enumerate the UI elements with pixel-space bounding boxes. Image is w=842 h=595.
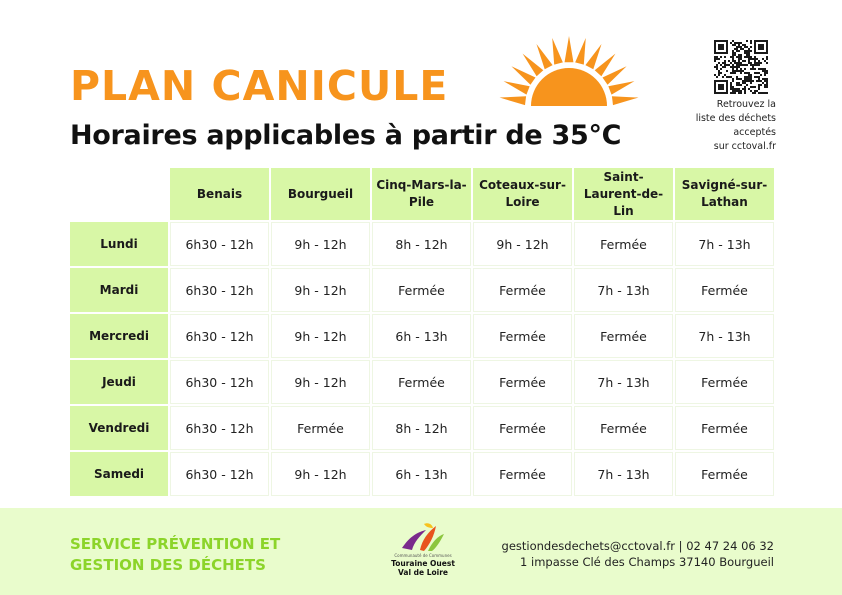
column-header: Cinq-Mars-la-Pile xyxy=(372,168,471,220)
column-header: Benais xyxy=(170,168,269,220)
column-header: Coteaux-sur-Loire xyxy=(473,168,572,220)
table-cell: Fermée xyxy=(271,406,370,450)
contact-info xyxy=(502,538,774,570)
table-cell: Fermée xyxy=(473,406,572,450)
table-cell: Fermée xyxy=(473,452,572,496)
sun-ray xyxy=(608,81,634,94)
table-cell: 7h - 13h xyxy=(574,268,673,312)
cctoval-logo xyxy=(390,522,456,582)
sun-ray xyxy=(500,96,527,105)
contact-address: 1 impasse Clé des Champs 37140 Bourgueil xyxy=(520,555,774,569)
table-cell: 6h30 - 12h xyxy=(170,314,269,358)
column-header: Bourgueil xyxy=(271,168,370,220)
logo-name xyxy=(390,559,456,577)
row-header-day: Vendredi xyxy=(70,406,168,450)
logo-small-text: Communauté de Communes xyxy=(394,553,452,558)
sun-ray xyxy=(602,66,626,85)
sun-ray xyxy=(595,54,616,77)
page-title: PLAN CANICULE xyxy=(70,62,449,110)
qr-caption-line: acceptés xyxy=(733,127,776,138)
logo-name-line: Val de Loire xyxy=(398,568,448,577)
qr-caption-line: sur cctoval.fr xyxy=(713,141,776,152)
sun-ray xyxy=(612,96,639,105)
table-cell: 9h - 12h xyxy=(271,268,370,312)
table-cell: 6h30 - 12h xyxy=(170,452,269,496)
table-cell: Fermée xyxy=(675,268,774,312)
table-cell: 6h30 - 12h xyxy=(170,268,269,312)
table-cell: Fermée xyxy=(473,360,572,404)
logo-mark-icon xyxy=(400,522,446,552)
service-name xyxy=(70,534,280,576)
row-header-day: Samedi xyxy=(70,452,168,496)
sun-icon xyxy=(496,34,642,110)
column-header: Saint-Laurent-de-Lin xyxy=(574,168,673,220)
table-cell: 6h30 - 12h xyxy=(170,406,269,450)
table-cell: 7h - 13h xyxy=(675,222,774,266)
qr-caption xyxy=(676,98,776,154)
table-cell: 9h - 12h xyxy=(271,452,370,496)
table-cell: 7h - 13h xyxy=(574,452,673,496)
sun-ray xyxy=(523,54,544,77)
table-cell: 6h - 13h xyxy=(372,314,471,358)
sun-ray xyxy=(504,81,530,94)
footer-band xyxy=(0,508,842,595)
table-cell: Fermée xyxy=(574,314,673,358)
table-cell: 8h - 12h xyxy=(372,406,471,450)
contact-email-phone[interactable]: gestiondesdechets@cctoval.fr | 02 47 24 06 32 xyxy=(501,539,774,553)
service-name-line: SERVICE PRÉVENTION ET xyxy=(70,535,281,553)
table-cell: Fermée xyxy=(372,360,471,404)
table-corner xyxy=(70,168,168,220)
table-cell: Fermée xyxy=(675,452,774,496)
table-cell: Fermée xyxy=(473,314,572,358)
row-header-day: Mercredi xyxy=(70,314,168,358)
table-cell: 7h - 13h xyxy=(574,360,673,404)
sun-ray xyxy=(565,36,574,62)
qr-code-icon[interactable] xyxy=(714,40,768,94)
schedule-table xyxy=(70,168,774,496)
page-subtitle: Horaires applicables à partir de 35°C xyxy=(70,120,622,151)
column-header: Savigné-sur-Lathan xyxy=(675,168,774,220)
service-name-line: GESTION DES DÉCHETS xyxy=(70,556,266,574)
table-cell: 8h - 12h xyxy=(372,222,471,266)
row-header-day: Mardi xyxy=(70,268,168,312)
qr-caption-line: Retrouvez la xyxy=(716,99,776,110)
table-cell: Fermée xyxy=(675,406,774,450)
sun-ray xyxy=(536,44,552,69)
sun-ray xyxy=(511,66,535,85)
table-cell: 6h - 13h xyxy=(372,452,471,496)
row-header-day: Jeudi xyxy=(70,360,168,404)
table-cell: Fermée xyxy=(675,360,774,404)
logo-name-line: Touraine Ouest xyxy=(391,559,455,568)
table-cell: Fermée xyxy=(574,406,673,450)
sun-ray xyxy=(575,38,586,65)
table-cell: 9h - 12h xyxy=(271,222,370,266)
table-cell: Fermée xyxy=(372,268,471,312)
sun-ray xyxy=(585,44,601,69)
table-cell: 9h - 12h xyxy=(473,222,572,266)
row-header-day: Lundi xyxy=(70,222,168,266)
table-cell: 9h - 12h xyxy=(271,314,370,358)
table-cell: 6h30 - 12h xyxy=(170,222,269,266)
sun-ray xyxy=(552,38,563,65)
qr-caption-line: liste des déchets xyxy=(695,113,776,124)
table-cell: 9h - 12h xyxy=(271,360,370,404)
table-cell: 7h - 13h xyxy=(675,314,774,358)
table-cell: Fermée xyxy=(473,268,572,312)
table-cell: 6h30 - 12h xyxy=(170,360,269,404)
table-cell: Fermée xyxy=(574,222,673,266)
